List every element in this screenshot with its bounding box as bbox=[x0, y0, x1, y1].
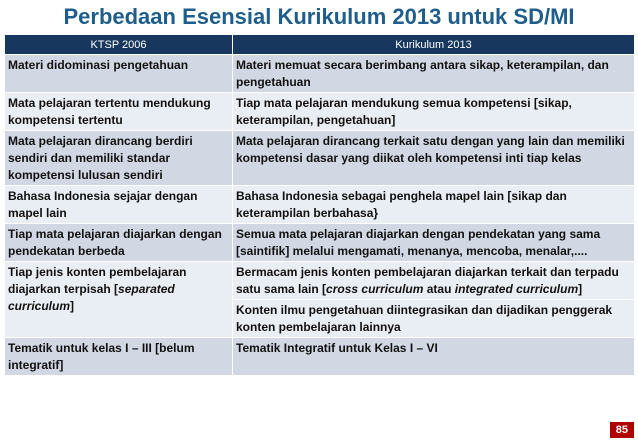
k13-cell: Mata pelajaran dirancang terkait satu dengan yang lain dan memiliki kompetensi dasar yang diikat oleh kompetensi inti tiap kelas bbox=[233, 131, 635, 186]
k13-cell: Semua mata pelajaran diajarkan dengan pendekatan yang sama [saintifik] melalui mengamati, menanya, mencoba, menalar,.... bbox=[233, 224, 635, 262]
ktsp-cell: Mata pelajaran dirancang berdiri sendiri dan memiliki standar kompetensi lulusan sendiri bbox=[5, 131, 233, 186]
table-row bbox=[5, 93, 635, 131]
table-row bbox=[5, 224, 635, 262]
k13-cell: Tiap mata pelajaran mendukung semua kompetensi [sikap, keterampilan, pengetahuan] bbox=[233, 93, 635, 131]
ktsp-cell: Tiap mata pelajaran diajarkan dengan pendekatan berbeda bbox=[5, 224, 233, 262]
page-number-badge: 85 bbox=[610, 422, 634, 438]
text-segment: ] bbox=[578, 282, 583, 296]
k13-cell: Bahasa Indonesia sebagai penghela mapel lain [sikap dan keterampilan berbahasa} bbox=[233, 186, 635, 224]
text-segment: ] bbox=[70, 299, 75, 313]
header-ktsp-2006: KTSP 2006 bbox=[5, 35, 233, 55]
ktsp-cell bbox=[5, 262, 233, 338]
text-segment: Bermacam jenis konten pembelajaran diajarkan terkait dan terpadu satu sama lain [ bbox=[236, 265, 619, 296]
text-segment-italic: integrated curriculum bbox=[454, 282, 579, 296]
table-row bbox=[5, 338, 635, 376]
text-segment: Tiap jenis konten pembelajaran diajarkan terpisah [ bbox=[8, 265, 187, 296]
text-segment: atau bbox=[423, 282, 455, 296]
text-segment-italic: separated curriculum bbox=[8, 282, 175, 313]
page-title: Perbedaan Esensial Kurikulum 2013 untuk SD/MI bbox=[63, 4, 575, 29]
comparison-table bbox=[4, 34, 635, 376]
text-segment-italic: cross curriculum bbox=[326, 282, 424, 296]
ktsp-cell: Tematik untuk kelas I – III [belum integratif] bbox=[5, 338, 233, 376]
k13-cell bbox=[233, 262, 635, 300]
ktsp-cell: Materi didominasi pengetahuan bbox=[5, 55, 233, 93]
k13-cell: Konten ilmu pengetahuan diintegrasikan dan dijadikan penggerak konten pembelajaran lainnya bbox=[233, 300, 635, 338]
k13-cell: Materi memuat secara berimbang antara sikap, keterampilan, dan pengetahuan bbox=[233, 55, 635, 93]
table-row bbox=[5, 131, 635, 186]
header-kurikulum-2013: Kurikulum 2013 bbox=[233, 35, 635, 55]
table-row bbox=[5, 186, 635, 224]
table-header-row bbox=[5, 35, 635, 55]
table-row bbox=[5, 55, 635, 93]
table-row bbox=[5, 262, 635, 300]
k13-cell: Tematik Integratif untuk Kelas I – VI bbox=[233, 338, 635, 376]
ktsp-cell: Bahasa Indonesia sejajar dengan mapel lain bbox=[5, 186, 233, 224]
ktsp-cell: Mata pelajaran tertentu mendukung kompetensi tertentu bbox=[5, 93, 233, 131]
